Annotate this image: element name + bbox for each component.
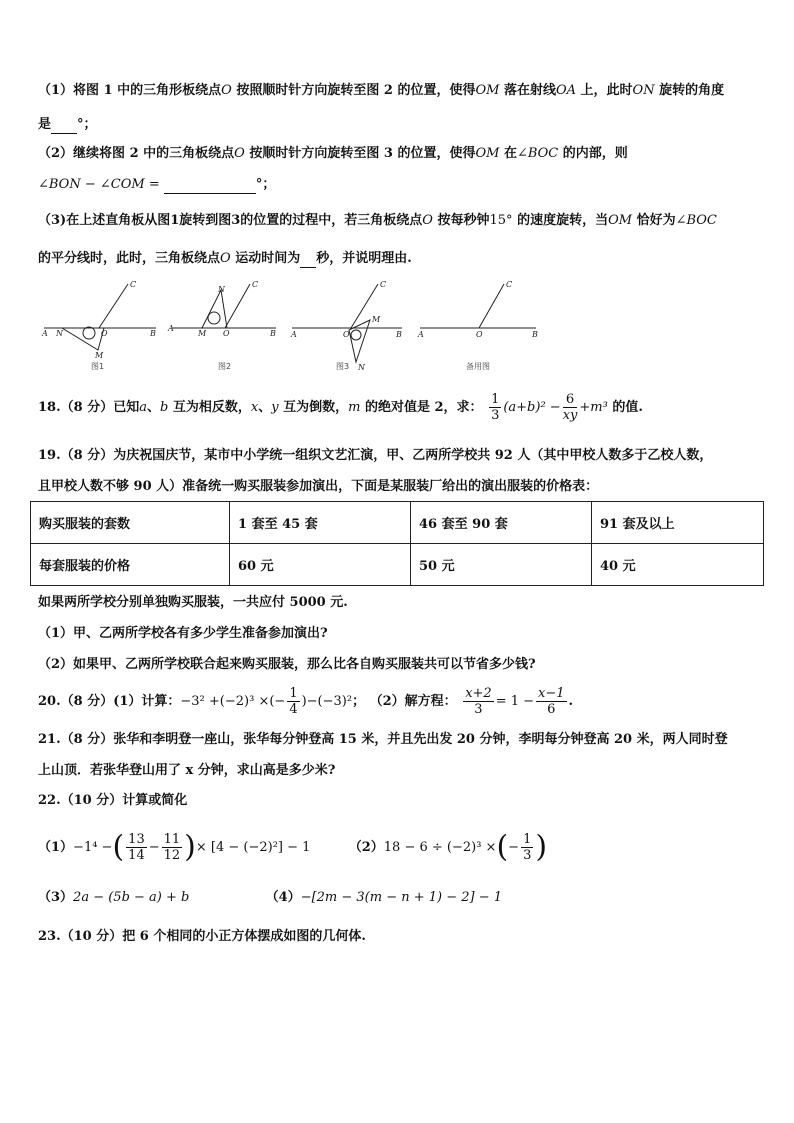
figure-2 xyxy=(167,280,276,371)
text: 互为相反数， xyxy=(168,400,251,415)
question-21-line2: 上山顶．若张华登山用了 x 分钟，求山高是多少米? xyxy=(38,763,336,778)
ray-on: ON xyxy=(632,83,655,98)
expression: 2a − (5b − a) + b xyxy=(73,890,190,905)
paren-open: ( xyxy=(496,829,509,865)
point-label-a: A xyxy=(291,330,297,339)
fraction-rhs xyxy=(536,686,567,717)
question-22-row2 xyxy=(38,889,502,907)
expression: −3² +(−2)³ ×(− xyxy=(180,694,286,709)
point-label-o: O xyxy=(101,329,108,338)
question-19-part2: （2）如果甲、乙两所学校联合起来购买服装，那么比各自购买服装共可以节省多少钱? xyxy=(38,657,536,672)
price-table xyxy=(30,501,764,586)
table-row xyxy=(31,502,764,544)
expression: (a+b)² − xyxy=(503,400,561,415)
point-label-m: M xyxy=(198,329,207,338)
point-label-c: C xyxy=(506,280,513,289)
question-19-part1: （1）甲、乙两所学校各有多少学生准备参加演出? xyxy=(38,626,328,641)
fraction-six-over-xy xyxy=(563,392,578,423)
denominator: 3 xyxy=(474,702,483,717)
expression: × [4 − (−2)²] − 1 xyxy=(195,840,311,855)
paren-open: ( xyxy=(112,829,125,865)
text: 互为倒数， xyxy=(278,400,349,415)
point-label-b: B xyxy=(150,329,156,338)
paren-close: ) xyxy=(535,829,548,865)
text: 按照顺时针方向旋转至图 2 的位置，使得 xyxy=(231,83,476,98)
question-19-line1: 19.（8 分）为庆祝国庆节，某市中小学统一组织文艺汇演，甲、乙两所学校共 92 人（其中甲校人数多于乙校人数， xyxy=(38,448,713,463)
sub-label: （1） xyxy=(38,840,74,855)
text: 旋转的角度 xyxy=(654,83,725,98)
point-label-a: A xyxy=(42,329,48,338)
text: 落在射线 xyxy=(499,83,556,98)
ray-om: OM xyxy=(475,83,500,98)
var-m: m xyxy=(348,400,361,415)
ray-om: OM xyxy=(475,146,500,161)
text: 秒，并说明理由. xyxy=(316,251,412,266)
q17-part2-line1 xyxy=(38,145,628,163)
point-label-a: A xyxy=(168,324,174,333)
expression: −[2m − 3(m − n + 1) − 2] − 1 xyxy=(300,890,503,905)
point-label-n: N xyxy=(218,285,225,294)
point-label-a: A xyxy=(418,330,424,339)
point-o: O xyxy=(234,146,245,161)
numerator: 1 xyxy=(491,392,500,407)
text: （3)在上述直角板从图1旋转到图3的位置的过程中，若三角板绕点 xyxy=(38,213,423,228)
table-cell: 1 套至 45 套 xyxy=(230,502,411,544)
table-cell: 46 套至 90 套 xyxy=(411,502,592,544)
point-label-b: B xyxy=(396,330,402,339)
var-a: a xyxy=(139,400,147,415)
text: 运动时间为 xyxy=(230,251,301,266)
figure-label: 图3 xyxy=(336,362,350,371)
denominator: 6 xyxy=(547,702,556,717)
point-label-m: M xyxy=(95,351,104,360)
point-label-c: C xyxy=(130,280,137,289)
q17-part1-line2 xyxy=(38,116,97,134)
text: 的平分线时，此时，三角板绕点 xyxy=(38,251,221,266)
figure-1 xyxy=(41,280,156,371)
question-18 xyxy=(38,392,643,424)
text: 18.（8 分）已知 xyxy=(38,400,140,415)
q17-part3-line2 xyxy=(38,250,412,268)
expression: 18 − 6 ÷ (−2)³ × xyxy=(383,840,497,855)
text: 按每秒钟 xyxy=(432,213,490,228)
text: 20.（8 分）(1）计算： xyxy=(38,694,181,709)
question-19-condition: 如果两所学校分别单独购买服装，一共应付 5000 元. xyxy=(38,595,348,610)
point-o: O xyxy=(220,251,231,266)
sub-label: （4） xyxy=(265,890,301,905)
operator: − xyxy=(508,840,520,855)
answer-blank xyxy=(51,133,77,134)
var-x: x xyxy=(250,400,259,415)
text: 的速度旋转，当 xyxy=(512,213,609,228)
numerator: x+2 xyxy=(465,686,492,701)
text: 按顺时针方向旋转至图 3 的位置，使得 xyxy=(244,146,476,161)
point-label-o: O xyxy=(223,329,230,338)
denominator: 14 xyxy=(128,848,145,863)
expression: −1⁴ − xyxy=(73,840,113,855)
figure-3 xyxy=(290,280,402,372)
table-cell: 50 元 xyxy=(411,544,592,586)
ray-oa: OA xyxy=(555,83,576,98)
figure-label: 图2 xyxy=(218,362,232,371)
q17-part2-line2 xyxy=(38,176,275,194)
numerator: 1 xyxy=(523,832,532,847)
text: 、 xyxy=(146,400,160,415)
answer-blank xyxy=(164,193,256,194)
point-label-o: O xyxy=(343,330,350,339)
point-label-b: B xyxy=(270,329,276,338)
q17-part1-line1 xyxy=(38,82,724,100)
denominator: xy xyxy=(562,408,578,423)
angle-boc: ∠BOC xyxy=(516,146,559,161)
numerator: 1 xyxy=(289,686,298,701)
table-cell: 91 套及以上 xyxy=(592,502,764,544)
fraction xyxy=(126,832,147,863)
text: °； xyxy=(255,177,276,192)
expression: +m³ xyxy=(579,400,608,415)
denominator: 3 xyxy=(523,848,532,863)
table-cell: 每套服装的价格 xyxy=(31,544,230,586)
text: 的绝对值是 2，求： xyxy=(360,400,483,415)
figure-label: 图1 xyxy=(91,362,105,371)
point-label-n: N xyxy=(358,363,365,372)
table-cell: 60 元 xyxy=(230,544,411,586)
operator: − xyxy=(148,840,160,855)
sub-label: （3） xyxy=(38,890,74,905)
question-20 xyxy=(38,686,573,718)
numerator: 13 xyxy=(128,832,145,847)
angle-boc: ∠BOC xyxy=(675,213,717,228)
table-cell: 购买服装的套数 xyxy=(31,502,230,544)
var-b: b xyxy=(159,400,169,415)
numerator: x−1 xyxy=(538,686,565,701)
text: 恰好为 xyxy=(632,213,676,228)
expression: )−(−3)² xyxy=(301,694,353,709)
sub-label: （2） xyxy=(348,840,384,855)
text: 是 xyxy=(38,117,52,132)
text: . xyxy=(568,694,574,709)
q17-part3-line1 xyxy=(38,212,717,230)
numerator: 11 xyxy=(163,832,181,847)
text: ； （2）解方程： xyxy=(352,694,457,709)
question-19-line2: 且甲校人数不够 90 人）准备统一购买服装参加演出，下面是某服装厂给出的演出服装的价格表： xyxy=(38,479,599,494)
expression: = 1 − xyxy=(495,694,535,709)
fraction-one-third xyxy=(489,392,501,423)
denominator: 12 xyxy=(163,848,181,863)
denominator: 3 xyxy=(491,408,500,423)
table-cell: 40 元 xyxy=(592,544,764,586)
point-label-c: C xyxy=(252,280,259,289)
point-label-m: M xyxy=(372,315,381,324)
point-label-c: C xyxy=(380,280,387,289)
point-o: O xyxy=(221,83,232,98)
text: °； xyxy=(77,117,97,132)
ray-om: OM xyxy=(608,213,633,228)
text: （1）将图 1 中的三角形板绕点 xyxy=(38,83,222,98)
question-21-line1: 21.（8 分）张华和李明登一座山，张华每分钟登高 15 米，并且先出发 20 分钟，李明每分钟登高 20 米，两人同时登 xyxy=(38,732,728,747)
question-22-head: 22.（10 分）计算或简化 xyxy=(38,793,188,808)
fraction xyxy=(521,832,533,863)
text: （2）继续将图 2 中的三角板绕点 xyxy=(38,146,235,161)
text: 的值. xyxy=(607,400,643,415)
fraction xyxy=(162,832,183,863)
text: 的内部，则 xyxy=(558,146,628,161)
figure-label: 备用图 xyxy=(466,362,490,371)
var-y: y xyxy=(271,400,279,415)
table-row xyxy=(31,544,764,586)
question-22-row1 xyxy=(38,828,547,868)
point-label-n: N xyxy=(56,329,63,338)
text: 、 xyxy=(258,400,272,415)
point-label-o: O xyxy=(476,330,483,339)
fraction-one-quarter xyxy=(287,686,299,717)
numerator: 6 xyxy=(563,392,578,408)
figure-spare xyxy=(417,280,538,371)
angle-expression: ∠BON − ∠COM = xyxy=(38,177,160,192)
denominator: 4 xyxy=(289,702,298,717)
text: 上，此时 xyxy=(576,83,633,98)
fraction-lhs xyxy=(463,686,494,717)
point-o: O xyxy=(422,213,433,228)
rotation-speed: 15° xyxy=(489,213,513,228)
text: 在 xyxy=(499,146,517,161)
answer-blank xyxy=(300,267,316,268)
question-23: 23.（10 分）把 6 个相同的小正方体摆成如图的几何体. xyxy=(38,929,366,944)
paren-close: ) xyxy=(184,829,196,865)
point-label-b: B xyxy=(532,330,538,339)
rotation-figures xyxy=(38,280,548,375)
